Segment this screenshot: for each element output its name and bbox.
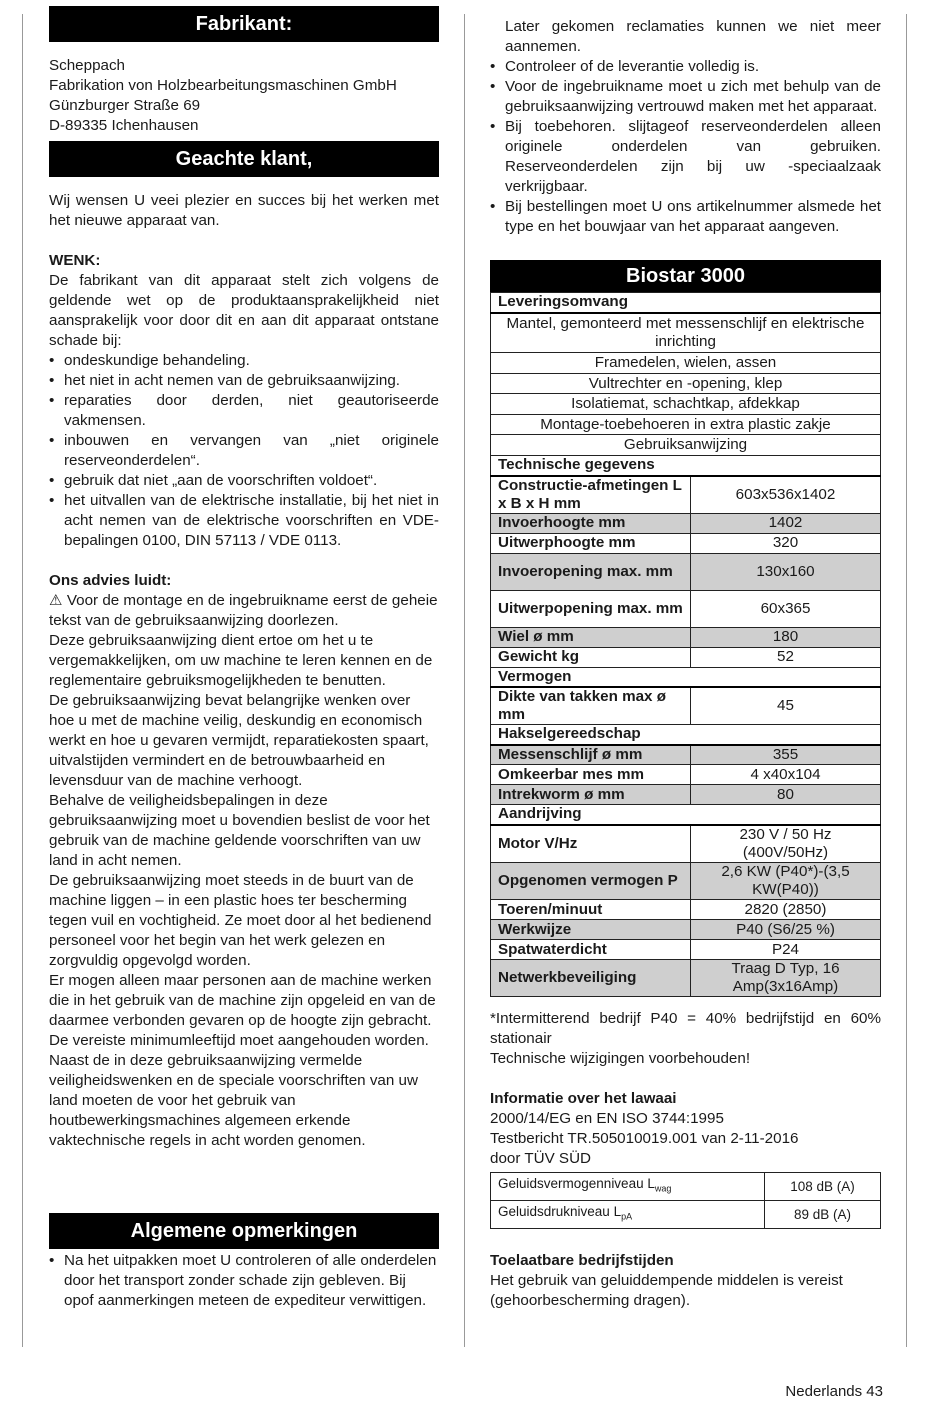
footnote: *Intermitterend bedrijf P40 = 40% bedrijfstijd en 60% stationair [490, 1010, 881, 1047]
power-heading-row: Vermogen [491, 667, 881, 687]
advice-paragraph: Deze gebruiksaanwijzing dient ertoe om het u te vergemakkelijken, om uw machine te leren kennen en de reglementaire gebruiksmogelijkheden te benutten. [49, 632, 433, 689]
advice-paragraph: De gebruiksaanwijzing moet steeds in de buurt van de machine liggen – in een plastic hoes ter bescherming tegen vuil en vochtigheid. Ze moet door al het bedienend personeel voor het begin van het werk gelezen en zorgvuldig opgevolgd worden. [49, 872, 432, 969]
advice-first: ⚠ Voor de montage en de ingebruikname eerst de geheie tekst van de gebruiksaanwijzing doorlezen. [49, 592, 438, 629]
info-bullet: • Controleer of de leverantie volledig is. [490, 58, 760, 75]
product-heading: Biostar 3000 [490, 260, 881, 292]
noise-row: Geluidsvermogenniveau $L_{wag}$ 108 dB (A) [491, 1173, 881, 1201]
note-text: De fabrikant van dit apparaat stelt zich volgens de geldende wet op de produktaansprakelijkheid niet aansprakelijk voor door dit en aan dit apparaat ontstane schade bij: [49, 272, 439, 349]
noise-line: Testbericht TR.505010019.001 van 2-11-2016 [490, 1130, 799, 1147]
advice-paragraph: Er mogen alleen maar personen aan de machine werken die in het gebruik van de machine zijn opgeleid en van de daarmee verbonden gevaren op de hoogte zijn gebracht. De vereiste minimumleeftijd moet aangehouden worden. [49, 972, 436, 1049]
customer-heading: Geachte klant, [49, 141, 439, 177]
note-bullet: • inbouwen en vervangen van „niet originele reserveonderdelen“. [49, 432, 439, 469]
spec-row: Uitwerpopening max. mm 60x365 [491, 590, 881, 627]
noise-line: door TÜV SÜD [490, 1150, 592, 1167]
allowed-text: Het gebruik van geluiddempende middelen is vereist (gehoorbescherming dragen). [490, 1272, 843, 1309]
changes-note: Technische wijzigingen voorbehouden! [490, 1050, 751, 1067]
note-title: WENK: [49, 252, 101, 269]
address-line: D-89335 Ichenhausen [49, 117, 199, 134]
info-bullet: • Bij toebehoren. slijtageof reserveonderdelen alleen originele onderdelen van gebruiken. Reserveonderdelen zijn bij uw -speciaalzaak verkrijgbaar. [490, 118, 881, 195]
tech-heading-row: Technische gegevens [491, 456, 881, 476]
warning-icon: ⚠ [49, 592, 63, 609]
spec-row: Dikte van takken max ø mm 45 [491, 687, 881, 725]
allowed-title: Toelaatbare bedrijfstijden [490, 1252, 674, 1269]
address-line: Günzburger Straße 69 [49, 97, 201, 114]
noise-title: Informatie over het lawaai [490, 1090, 677, 1107]
address-line: Scheppach [49, 57, 125, 74]
advice-title: Ons advies luidt: [49, 572, 172, 589]
advice-paragraph: Naast de in deze gebruiksaanwijzing vermelde veiligheidswenken en de speciale voorschriften van uw land moeten de voor het gebruik van houtbewerkingsmachines algemeen erkende vaktechnische regels in acht worden genomen. [49, 1052, 418, 1149]
note-bullet: • het uitvallen van de elektrische installatie, bij het niet in acht nemen van de elektrische voorschriften en VDE-bepalingen 0100, DIN 57113 / VDE 0113. [49, 492, 439, 549]
spec-row: Invoeropening max. mm 130x160 [491, 553, 881, 590]
advice-paragraph: Behalve de veiligheidsbepalingen in deze gebruiksaanwijzing moet u bovendien beslist de voor het gebruik van de machine geldende voorschriften van uw land in acht nemen. [49, 792, 430, 869]
spec-row: Invoerhoogte mm 1402 [491, 513, 881, 533]
info-bullet: • Bij bestellingen moet U ons artikelnummer alsmede het type en het bouwjaar van het apparaat aangeven. [490, 198, 881, 235]
spec-row: Omkeerbar mes mm 4 x40x104 [491, 765, 881, 785]
note-bullet: • reparaties door derden, niet geautoriseerde vakmensen. [49, 392, 439, 429]
spec-table [490, 292, 881, 997]
spec-row: Wiel ø mm 180 [491, 627, 881, 647]
note-bullet: • gebruik dat niet „aan de voorschriften voldoet“. [49, 472, 378, 489]
left-margin-line [22, 14, 23, 1347]
spec-row: Uitwerphoogte mm 320 [491, 533, 881, 553]
scope-heading-row: Leveringsomvang [491, 293, 881, 313]
column-divider [464, 14, 465, 1347]
spec-row: Motor V/Hz 230 V / 50 Hz (400V/50Hz) [491, 825, 881, 863]
scope-item-row: Vultrechter en -opening, klep [491, 374, 881, 394]
spec-row: Toeren/minuut 2820 (2850) [491, 900, 881, 920]
scope-item-row: Montage-toebehoeren in extra plastic zakje [491, 415, 881, 435]
info-bullet: • Voor de ingebruikname moet u zich met behulp van de gebruiksaanwijzing vertrouwd maken met het apparaat. [490, 78, 881, 115]
noise-row: Geluidsdrukniveau $L_{pA}$ 89 dB (A) [491, 1201, 881, 1229]
spec-row: Werkwijze P40 (S6/25 %) [491, 920, 881, 940]
noise-line: 2000/14/EG en EN ISO 3744:1995 [490, 1110, 724, 1127]
spec-row: Gewicht kg 52 [491, 647, 881, 667]
note-bullet: • ondeskundige behandeling. [49, 352, 250, 369]
tool-heading-row: Hakselgereedschap [491, 725, 881, 745]
note-bullet: • het niet in acht nemen van de gebruiksaanwijzing. [49, 372, 401, 389]
scope-item-row: Isolatiemat, schachtkap, afdekkap [491, 394, 881, 415]
left-column [49, 6, 439, 1309]
spec-row: Spatwaterdicht P24 [491, 940, 881, 960]
spec-row: Constructie-afmetingen L x B x H mm 603x536x1402 [491, 476, 881, 514]
spec-row: Messenschlijf ø mm 355 [491, 745, 881, 765]
manufacturer-address [49, 56, 439, 136]
advice-paragraph: De gebruiksaanwijzing bevat belangrijke wenken over hoe u met de machine veilig, deskundig en economisch werkt en hoe u gevaren vermijdt, reparatiekosten spaart, uitvalstijden vermindert en de betrouwbaarheid en levensduur van de machine verhoogt. [49, 692, 429, 789]
continued-text: Later gekomen reclamaties kunnen we niet meer aannemen. [505, 18, 881, 55]
general-heading: Algemene opmerkingen [49, 1213, 439, 1249]
spec-row: Intrekworm ø mm 80 [491, 785, 881, 805]
scope-item-row: Mantel, gemonteerd met messenschlijf en elektrische inrichting [491, 313, 881, 353]
drive-heading-row: Aandrijving [491, 805, 881, 825]
spec-row: Netwerkbeveiliging Traag D Typ, 16 Amp(3x16Amp) [491, 960, 881, 997]
general-bullet: • Na het uitpakken moet U controleren of alle onderdelen door het transport zonder schade zijn gebleven. Bij opof aanmerkingen meteen de expediteur verwittigen. [49, 1252, 437, 1309]
customer-text: Wij wensen U veei plezier en succes bij het werken met het nieuwe apparaat van. [49, 192, 439, 229]
page-number: Nederlands 43 [785, 1383, 883, 1400]
scope-item-row: Framedelen, wielen, assen [491, 353, 881, 374]
right-margin-line [906, 14, 907, 1347]
noise-table [490, 1172, 881, 1229]
spec-row: Opgenomen vermogen P 2,6 KW (P40*)-(3,5 KW(P40)) [491, 863, 881, 900]
right-column [490, 17, 881, 1311]
manufacturer-heading: Fabrikant: [49, 6, 439, 42]
scope-item-row: Gebruiksanwijzing [491, 435, 881, 456]
address-line: Fabrikation von Holzbearbeitungsmaschinen GmbH [49, 77, 397, 94]
